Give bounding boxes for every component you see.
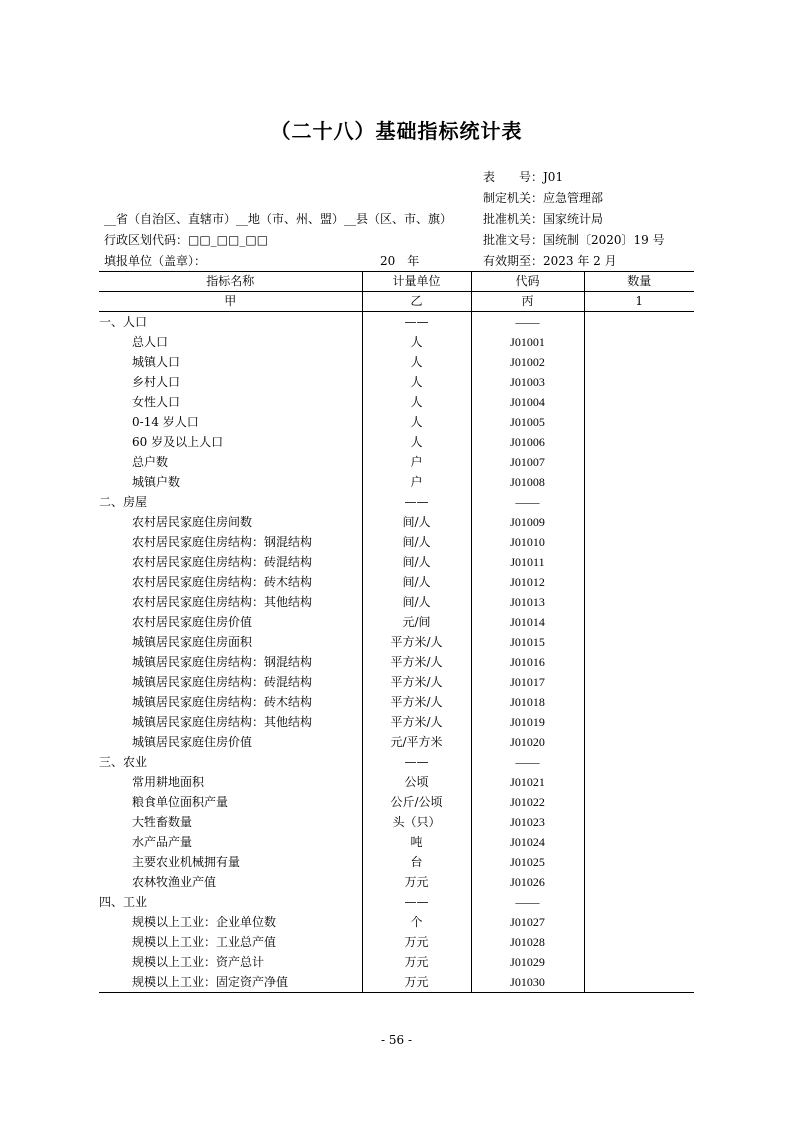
- code-cell: J01006: [471, 432, 584, 452]
- indicator-name-cell: 农村居民家庭住房间数: [132, 515, 253, 529]
- indicator-name-cell: 女性人口: [132, 395, 181, 409]
- code-cell: J01012: [471, 572, 584, 592]
- code-cell: J01010: [471, 532, 584, 552]
- code-cell: J01018: [471, 692, 584, 712]
- quantity-cell[interactable]: [584, 792, 694, 812]
- code-cell: J01005: [471, 412, 584, 432]
- indicator-name-cell: 规模以上工业：资产总计: [132, 955, 265, 969]
- code-cell: J01027: [471, 912, 584, 932]
- code-cell: J01017: [471, 672, 584, 692]
- code-cell: J01030: [471, 972, 584, 993]
- unit-cell: 平方米/人: [362, 672, 471, 692]
- unit-cell: 人: [362, 412, 471, 432]
- code-cell: J01029: [471, 952, 584, 972]
- quantity-cell[interactable]: [584, 952, 694, 972]
- unit-cell: 人: [362, 392, 471, 412]
- quantity-cell[interactable]: [584, 332, 694, 352]
- quantity-cell[interactable]: [584, 712, 694, 732]
- code-cell: ——: [471, 312, 584, 333]
- quantity-cell[interactable]: [584, 572, 694, 592]
- indicator-name-cell: 常用耕地面积: [132, 775, 205, 789]
- unit-cell: 平方米/人: [362, 652, 471, 672]
- statistics-table: [99, 271, 694, 993]
- table-row: [99, 332, 694, 352]
- indicator-name-cell: 乡村人口: [132, 375, 181, 389]
- unit-cell: 间/人: [362, 532, 471, 552]
- table-row: [99, 772, 694, 792]
- code-cell: ——: [471, 892, 584, 912]
- code-cell: J01023: [471, 812, 584, 832]
- quantity-cell[interactable]: [584, 612, 694, 632]
- table-row: [99, 912, 694, 932]
- code-cell: J01022: [471, 792, 584, 812]
- quantity-cell[interactable]: [584, 372, 694, 392]
- unit-cell: 万元: [362, 872, 471, 892]
- unit-cell: 台: [362, 852, 471, 872]
- indicator-name-cell: 0-14 岁人口: [132, 415, 199, 429]
- code-cell: J01003: [471, 372, 584, 392]
- indicator-name-cell: 规模以上工业：企业单位数: [132, 915, 277, 929]
- quantity-cell[interactable]: [584, 452, 694, 472]
- code-cell: ——: [471, 752, 584, 772]
- code-cell: J01026: [471, 872, 584, 892]
- unit-cell: ——: [362, 892, 471, 912]
- header-unit: 计量单位: [362, 272, 471, 292]
- indicator-name-cell: 四、工业: [99, 895, 148, 909]
- header-quantity: 数量: [584, 272, 694, 292]
- quantity-cell[interactable]: [584, 512, 694, 532]
- unit-cell: 公顷: [362, 772, 471, 792]
- section-row: [99, 492, 694, 512]
- unit-cell: 万元: [362, 972, 471, 993]
- indicator-name-cell: 规模以上工业：固定资产净值: [99, 972, 362, 993]
- quantity-cell[interactable]: [584, 672, 694, 692]
- quantity-cell[interactable]: [584, 912, 694, 932]
- unit-cell: 人: [362, 332, 471, 352]
- indicator-name-cell: 城镇居民家庭住房价值: [132, 735, 253, 749]
- code-cell: J01019: [471, 712, 584, 732]
- unit-cell: 头（只）: [362, 812, 471, 832]
- unit-cell: ——: [362, 312, 471, 333]
- unit-cell: 间/人: [362, 552, 471, 572]
- table-row: [99, 552, 694, 572]
- unit-cell: 人: [362, 372, 471, 392]
- table-row: [99, 672, 694, 692]
- table-row: [99, 352, 694, 372]
- indicator-name-cell: 粮食单位面积产量: [132, 795, 229, 809]
- unit-cell: 间/人: [362, 592, 471, 612]
- code-cell: J01013: [471, 592, 584, 612]
- quantity-cell[interactable]: [584, 652, 694, 672]
- quantity-cell[interactable]: [584, 752, 694, 772]
- table-row: [99, 692, 694, 712]
- indicator-name-cell: 农村居民家庭住房结构：砖混结构: [132, 555, 313, 569]
- indicator-name-cell: 农村居民家庭住房结构：砖木结构: [132, 575, 313, 589]
- unit-cell: 间/人: [362, 512, 471, 532]
- indicator-name-cell: 城镇居民家庭住房结构：钢混结构: [132, 655, 313, 669]
- table-row: [99, 732, 694, 752]
- table-row: [99, 832, 694, 852]
- quantity-cell[interactable]: [584, 312, 694, 333]
- unit-cell: 平方米/人: [362, 632, 471, 652]
- quantity-cell[interactable]: [584, 812, 694, 832]
- table-number: 表 号：J01: [483, 170, 564, 184]
- code-cell: J01002: [471, 352, 584, 372]
- code-cell: J01024: [471, 832, 584, 852]
- quantity-cell[interactable]: [584, 632, 694, 652]
- unit-cell: 平方米/人: [362, 692, 471, 712]
- indicator-name-cell: 大牲畜数量: [132, 815, 193, 829]
- code-cell: J01011: [471, 552, 584, 572]
- subheader-one: 1: [584, 292, 694, 312]
- header-indicator-name: 指标名称: [99, 272, 362, 292]
- indicator-name-cell: 农村居民家庭住房价值: [132, 615, 253, 629]
- unit-cell: 万元: [362, 932, 471, 952]
- quantity-cell[interactable]: [584, 532, 694, 552]
- code-cell: J01020: [471, 732, 584, 752]
- unit-cell: ——: [362, 492, 471, 512]
- approving-agency: 批准机关：国家统计局: [483, 212, 604, 226]
- table-row: [99, 432, 694, 452]
- table-row: [99, 852, 694, 872]
- unit-cell: 个: [362, 912, 471, 932]
- quantity-cell[interactable]: [584, 832, 694, 852]
- subheader-bing: 丙: [471, 292, 584, 312]
- table-row: [99, 972, 694, 993]
- table-row: [99, 592, 694, 612]
- valid-until: 有效期至：2023 年 2 月: [483, 254, 617, 268]
- code-cell: J01001: [471, 332, 584, 352]
- report-year: 20 年: [380, 254, 420, 268]
- quantity-cell[interactable]: [584, 552, 694, 572]
- code-cell: J01014: [471, 612, 584, 632]
- table-row: [99, 472, 694, 492]
- quantity-cell[interactable]: [584, 412, 694, 432]
- indicator-name-cell: 城镇居民家庭住房面积: [132, 635, 253, 649]
- code-cell: J01009: [471, 512, 584, 532]
- indicator-name-cell: 农村居民家庭住房结构：钢混结构: [132, 535, 313, 549]
- table-row: [99, 652, 694, 672]
- region-line: __省（自治区、直辖市）__地（市、州、盟）__县（区、市、旗）: [104, 212, 453, 226]
- table-row: [99, 512, 694, 532]
- table-row: [99, 532, 694, 552]
- table-row: [99, 712, 694, 732]
- section-row: [99, 892, 694, 912]
- indicator-name-cell: 规模以上工业：工业总产值: [132, 935, 277, 949]
- indicator-name-cell: 城镇居民家庭住房结构：砖混结构: [132, 675, 313, 689]
- quantity-cell[interactable]: [584, 592, 694, 612]
- code-cell: ——: [471, 492, 584, 512]
- indicator-name-cell: 水产品产量: [132, 835, 193, 849]
- table-row: [99, 392, 694, 412]
- table-row: [99, 952, 694, 972]
- approval-number: 批准文号：国统制〔2020〕19 号: [483, 233, 665, 247]
- table-row: [99, 372, 694, 392]
- admin-code: 行政区划代码：□□_□□_□□: [104, 233, 269, 247]
- unit-cell: 平方米/人: [362, 712, 471, 732]
- section-row: [99, 752, 694, 772]
- code-cell: J01016: [471, 652, 584, 672]
- indicator-name-cell: 二、房屋: [99, 495, 148, 509]
- unit-cell: 人: [362, 352, 471, 372]
- header-code: 代码: [471, 272, 584, 292]
- unit-cell: 间/人: [362, 572, 471, 592]
- indicator-name-cell: 总户数: [132, 455, 169, 469]
- indicator-name-cell: 总人口: [132, 335, 169, 349]
- table-row: [99, 872, 694, 892]
- unit-cell: 万元: [362, 952, 471, 972]
- code-cell: J01025: [471, 852, 584, 872]
- indicator-name-cell: 三、农业: [99, 755, 148, 769]
- unit-cell: 户: [362, 472, 471, 492]
- indicator-name-cell: 农林牧渔业产值: [132, 875, 217, 889]
- unit-cell: ——: [362, 752, 471, 772]
- quantity-cell[interactable]: [584, 932, 694, 952]
- unit-cell: 公斤/公顷: [362, 792, 471, 812]
- table-row: [99, 632, 694, 652]
- quantity-cell[interactable]: [584, 732, 694, 752]
- indicator-name-cell: 主要农业机械拥有量: [132, 855, 241, 869]
- table-row: [99, 572, 694, 592]
- indicator-name-cell: 一、人口: [99, 315, 148, 329]
- table-row: [99, 792, 694, 812]
- indicator-name-cell: 农村居民家庭住房结构：其他结构: [132, 595, 313, 609]
- unit-cell: 元/间: [362, 612, 471, 632]
- quantity-cell[interactable]: [584, 892, 694, 912]
- unit-cell: 元/平方米: [362, 732, 471, 752]
- quantity-cell[interactable]: [584, 432, 694, 452]
- issuing-agency: 制定机关：应急管理部: [483, 191, 604, 205]
- indicator-name-cell: 60 岁及以上人口: [132, 435, 224, 449]
- code-cell: J01008: [471, 472, 584, 492]
- quantity-cell[interactable]: [584, 352, 694, 372]
- quantity-cell[interactable]: [584, 692, 694, 712]
- table-row: [99, 452, 694, 472]
- code-cell: J01007: [471, 452, 584, 472]
- indicator-name-cell: 城镇居民家庭住房结构：砖木结构: [132, 695, 313, 709]
- table-row: [99, 812, 694, 832]
- code-cell: J01021: [471, 772, 584, 792]
- subheader-yi: 乙: [362, 292, 471, 312]
- unit-cell: 人: [362, 432, 471, 452]
- subheader-jia: 甲: [99, 292, 362, 312]
- quantity-cell[interactable]: [584, 492, 694, 512]
- indicator-name-cell: 城镇居民家庭住房结构：其他结构: [132, 715, 313, 729]
- table-row: [99, 412, 694, 432]
- quantity-cell[interactable]: [584, 852, 694, 872]
- table-row: [99, 612, 694, 632]
- unit-cell: 户: [362, 452, 471, 472]
- table-row: [99, 932, 694, 952]
- unit-cell: 吨: [362, 832, 471, 852]
- quantity-cell[interactable]: [584, 872, 694, 892]
- quantity-cell[interactable]: [584, 772, 694, 792]
- section-row: [99, 312, 694, 333]
- quantity-cell[interactable]: [584, 472, 694, 492]
- filling-unit: 填报单位（盖章）：: [104, 254, 207, 268]
- indicator-name-cell: 城镇户数: [132, 475, 181, 489]
- indicator-name-cell: 城镇人口: [132, 355, 181, 369]
- code-cell: J01004: [471, 392, 584, 412]
- page-number: - 56 -: [380, 1033, 412, 1047]
- quantity-cell[interactable]: [584, 392, 694, 412]
- quantity-cell[interactable]: [584, 972, 694, 993]
- page-title: （二十八）基础指标统计表: [270, 119, 523, 143]
- code-cell: J01015: [471, 632, 584, 652]
- code-cell: J01028: [471, 932, 584, 952]
